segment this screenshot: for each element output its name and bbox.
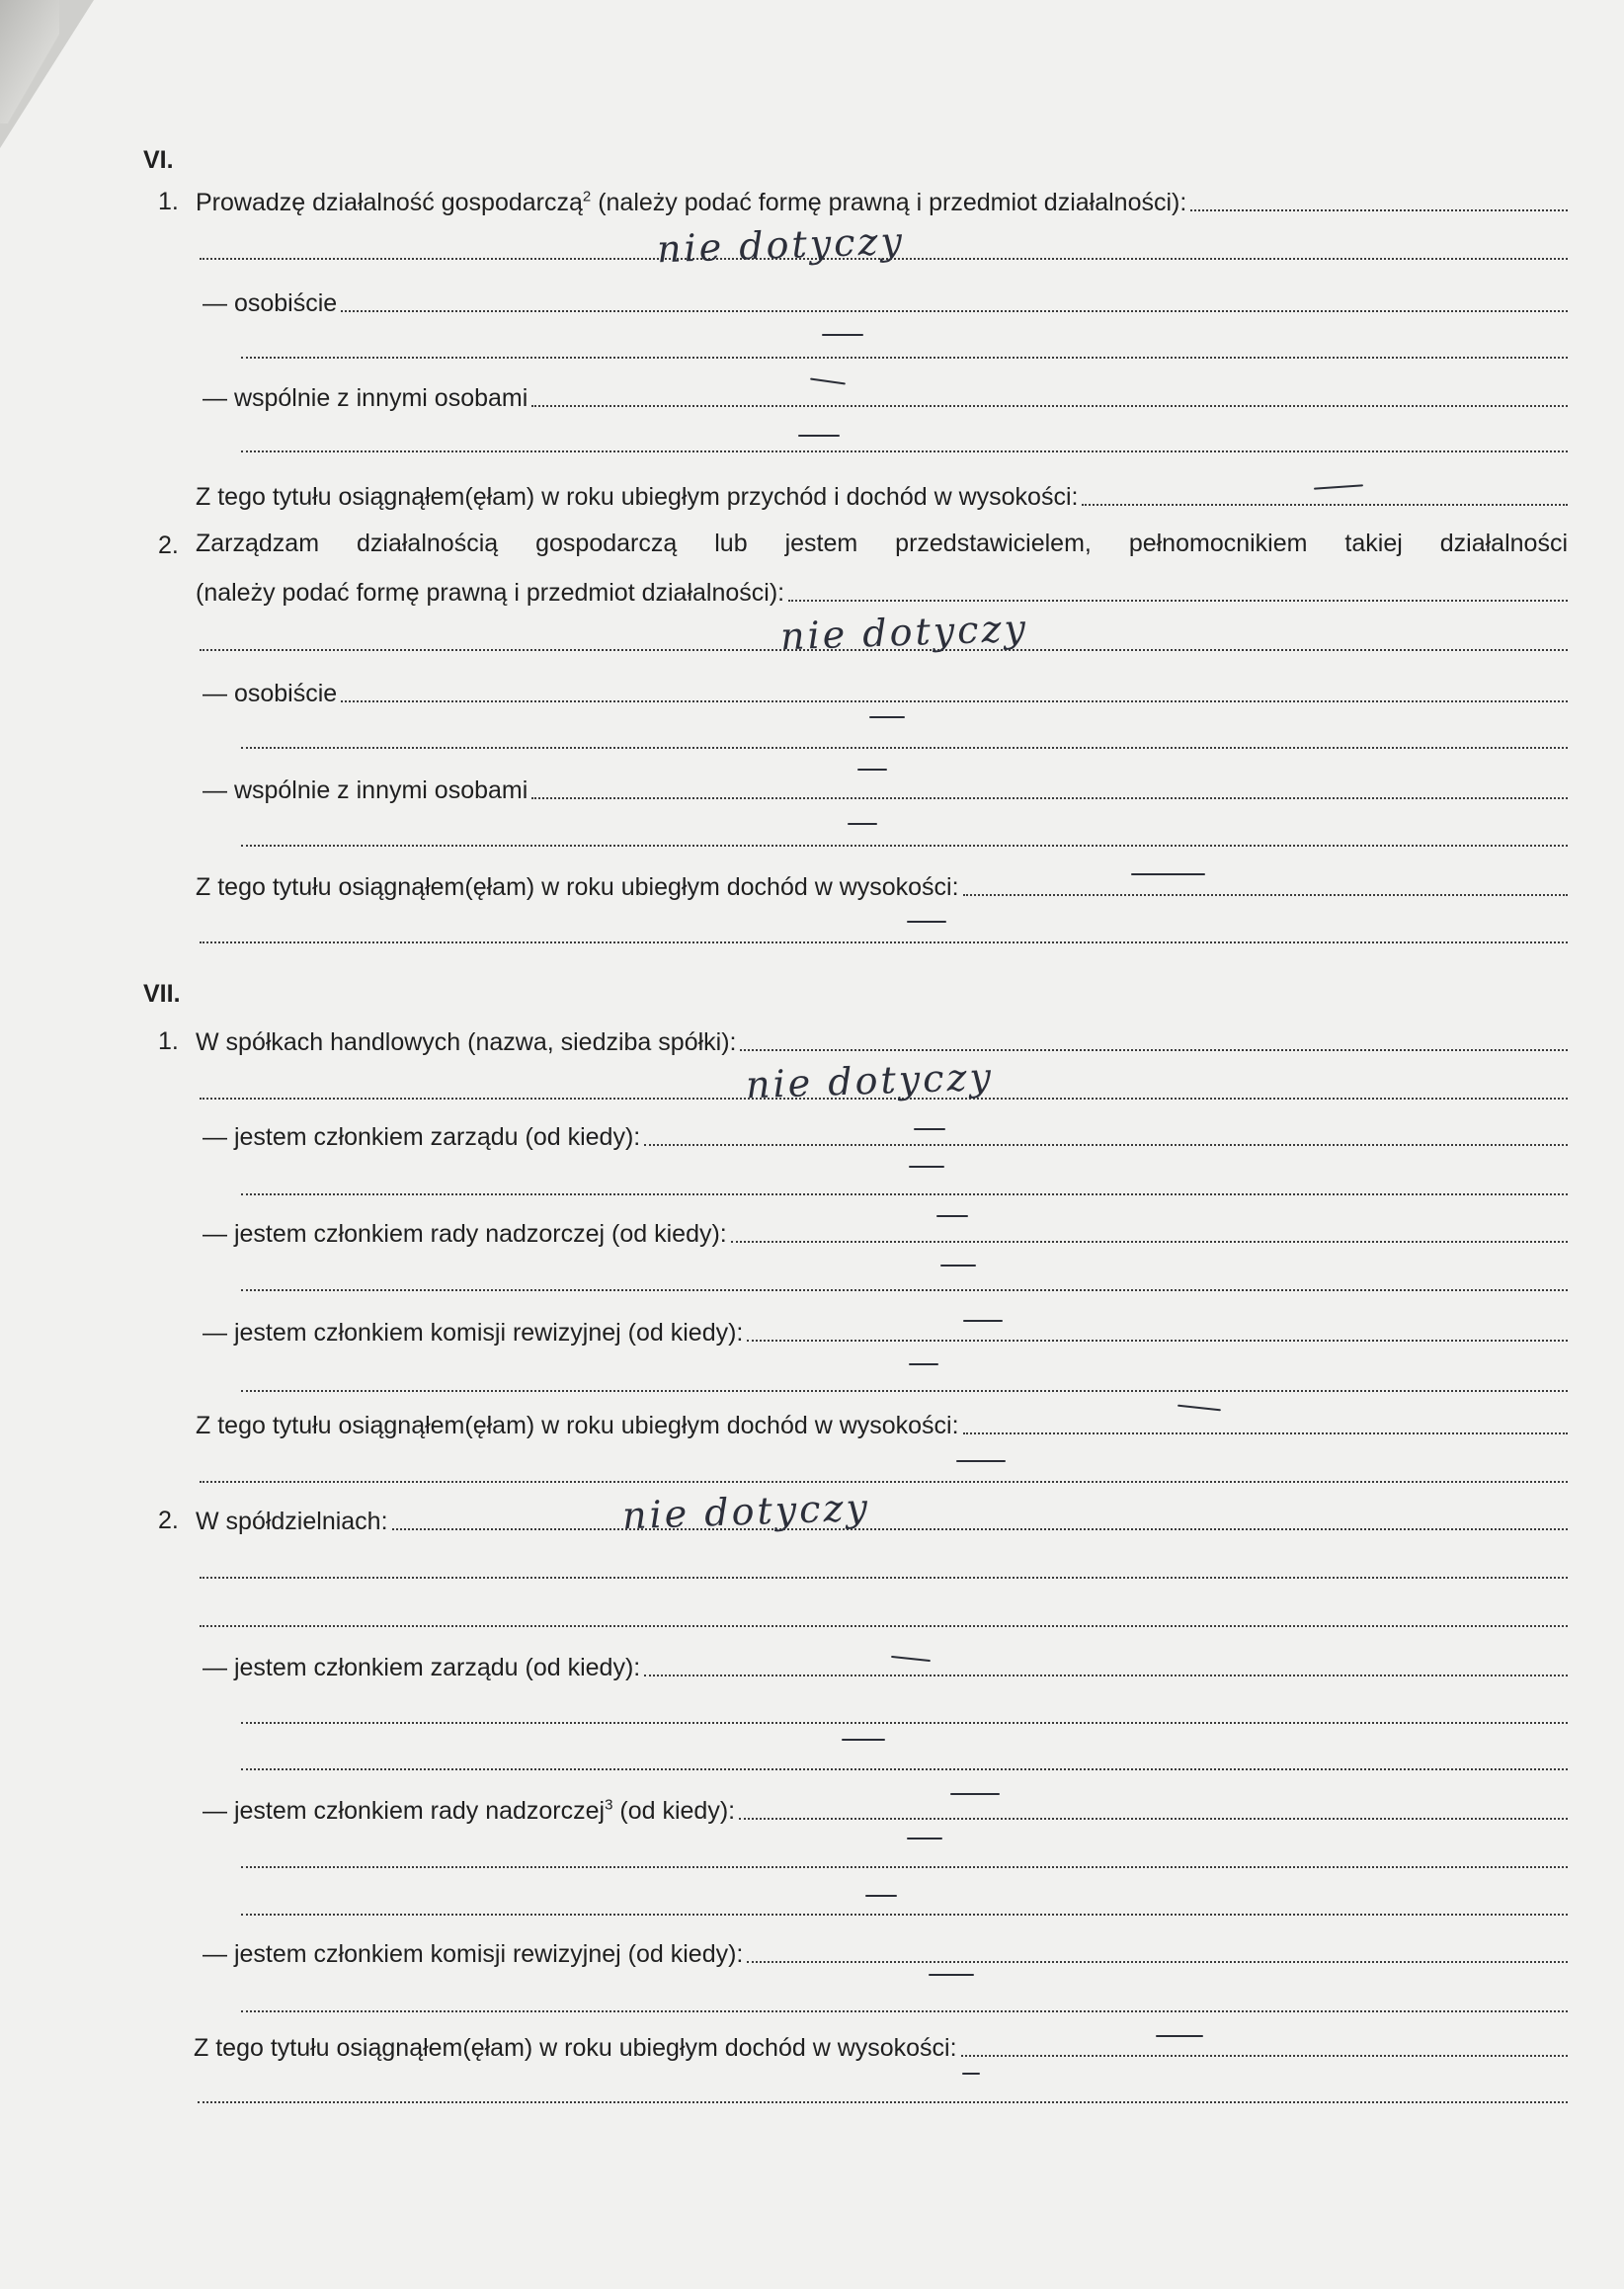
- fill-line: [740, 1048, 1568, 1051]
- handwritten-dash: [909, 1166, 944, 1168]
- fill-row: [237, 1841, 1568, 1873]
- vi-item-2-number: 2.: [158, 531, 179, 559]
- fill-line: [241, 1913, 1568, 1916]
- handwritten-dash: [869, 716, 905, 718]
- handwritten-dash: [963, 1320, 1003, 1322]
- fill-row: [237, 332, 1568, 364]
- vi-item-2-text: Zarządzam działalnością gospodarczą lub jestem przedstawicielem, pełnomocnikiem takiej działalności: [196, 530, 1568, 557]
- handwritten-dash: [914, 1128, 945, 1130]
- fill-line: [788, 599, 1568, 602]
- vii-item-2-line: [196, 1504, 1568, 1535]
- folded-corner-shadow: [0, 0, 59, 123]
- fill-line: [200, 1624, 1568, 1627]
- board-member-label: — jestem członkiem zarządu (od kiedy):: [203, 1123, 641, 1151]
- fill-line: [739, 1817, 1568, 1820]
- handwritten-dash: [907, 1838, 942, 1839]
- fill-row: [196, 1456, 1568, 1488]
- fill-line: [198, 2100, 1568, 2103]
- handwritten-dash: [929, 1974, 974, 1976]
- vi-item-1-line: [196, 185, 1568, 216]
- fill-row: [237, 722, 1568, 754]
- fill-row: [237, 1744, 1568, 1775]
- vi-item-2-text-b: (należy podać formę prawną i przedmiot działalności):: [196, 579, 785, 607]
- fill-line: [392, 1527, 1568, 1530]
- vii-item-1-audit-line: [203, 1315, 1568, 1347]
- vii-item-2-text: W spółdzielniach:: [196, 1508, 388, 1535]
- fill-line: [961, 2054, 1568, 2057]
- fill-line: [241, 2009, 1568, 2012]
- fill-row: [237, 1265, 1568, 1296]
- handwritten-dash: [1131, 873, 1205, 875]
- personally-label: — osobiście: [203, 289, 338, 317]
- handwritten-dash: [1156, 2035, 1203, 2037]
- fill-line: [531, 796, 1568, 799]
- fill-line: [341, 699, 1568, 702]
- handwritten-dash: [842, 1739, 885, 1741]
- fill-row: [237, 1986, 1568, 2017]
- fill-row: [196, 1552, 1568, 1584]
- vii-item-1-board-line: [203, 1119, 1568, 1151]
- handwritten-dash: [907, 921, 946, 923]
- jointly-label: — wspólnie z innymi osobami: [203, 777, 528, 804]
- fill-line: [747, 1960, 1568, 1963]
- vi-item-2-income-line: [196, 869, 1568, 901]
- fill-line: [241, 1192, 1568, 1195]
- vii-item-1-number: 1.: [158, 1027, 179, 1055]
- fill-line: [241, 746, 1568, 749]
- handwritten-dash: [950, 1793, 1000, 1795]
- supervisory-board-label: — jestem członkiem rady nadzorczej (od kiedy):: [203, 1220, 727, 1248]
- board-member-label: — jestem członkiem zarządu (od kiedy):: [203, 1654, 641, 1681]
- supervisory-board-label: — jestem członkiem rady nadzorczej$^3$ (od kiedy):: [203, 1796, 736, 1825]
- vi-item-1-personally-line: [203, 286, 1568, 317]
- section-vi-heading: VI.: [143, 146, 174, 174]
- fill-line: [747, 1339, 1568, 1342]
- fill-line: [241, 844, 1568, 847]
- personally-label: — osobiście: [203, 680, 338, 707]
- audit-committee-label: — jestem członkiem komisji rewizyjnej (od kiedy):: [203, 1319, 744, 1347]
- fill-line: [241, 450, 1568, 452]
- fill-line: [200, 1576, 1568, 1579]
- income-label: Z tego tytułu osiągnąłem(ęłam) w roku ubiegłym dochód w wysokości:: [196, 1412, 959, 1439]
- fill-line: [1082, 503, 1568, 506]
- income-label: Z tego tytułu osiągnąłem(ęłam) w roku ubiegłym dochód w wysokości:: [196, 873, 959, 901]
- handwritten-answer: nie dotyczy: [779, 606, 1029, 659]
- fill-line: [531, 404, 1568, 407]
- fill-line: [731, 1240, 1568, 1243]
- fill-row: [237, 1697, 1568, 1729]
- fill-line: [241, 1767, 1568, 1770]
- fill-line: [644, 1674, 1568, 1676]
- vii-item-2-supervisory-line: [203, 1793, 1568, 1825]
- vi-item-2-personally-line: [203, 676, 1568, 707]
- handwritten-dash: [822, 334, 863, 336]
- fill-row: [237, 426, 1568, 457]
- fill-row: [237, 1365, 1568, 1397]
- vii-item-2-audit-line: [203, 1936, 1568, 1968]
- fill-line: [341, 309, 1568, 312]
- section-vii-heading: VII.: [143, 980, 181, 1008]
- fill-line: [644, 1143, 1568, 1146]
- fill-line: [200, 1480, 1568, 1483]
- vi-item-1-jointly-line: [203, 380, 1568, 412]
- audit-committee-label: — jestem członkiem komisji rewizyjnej (od kiedy):: [203, 1940, 744, 1968]
- fill-line: [241, 356, 1568, 359]
- vi-item-1-text: Prowadzę działalność gospodarczą$^2$ (należy podać formę prawną i przedmiot działalności):: [196, 188, 1187, 216]
- fill-line: [200, 940, 1568, 943]
- fill-line: [241, 1865, 1568, 1868]
- vii-item-1-line: [196, 1024, 1568, 1056]
- jointly-label: — wspólnie z innymi osobami: [203, 384, 528, 412]
- vii-item-1-text: W spółkach handlowych (nazwa, siedziba spółki):: [196, 1028, 737, 1056]
- fill-line: [963, 1431, 1568, 1434]
- vii-item-2-number: 2.: [158, 1507, 179, 1534]
- income-label: Z tego tytułu osiągnąłem(ęłam) w roku ubiegłym dochód w wysokości:: [194, 2034, 957, 2062]
- fill-line: [241, 1721, 1568, 1724]
- fill-line: [241, 1288, 1568, 1291]
- vi-item-1-number: 1.: [158, 188, 179, 215]
- vii-item-2-income-line: [194, 2030, 1568, 2062]
- fill-line: [1190, 208, 1568, 211]
- fill-row: [237, 820, 1568, 852]
- income-label: Z tego tytułu osiągnąłem(ęłam) w roku ubiegłym przychód i dochód w wysokości:: [196, 483, 1079, 511]
- vii-item-1-supervisory-line: [203, 1216, 1568, 1248]
- handwritten-dash: [798, 435, 840, 437]
- fill-row: [237, 1889, 1568, 1921]
- fill-row: [196, 917, 1568, 948]
- vi-item-2-line: [196, 575, 1568, 607]
- handwritten-dash: [857, 769, 887, 771]
- vii-item-1-income-line: [196, 1408, 1568, 1439]
- fill-row: [196, 1600, 1568, 1632]
- handwritten-dash: [865, 1895, 897, 1897]
- handwritten-dash: [936, 1215, 968, 1217]
- fill-line: [241, 1389, 1568, 1392]
- vi-item-2-jointly-line: [203, 773, 1568, 804]
- handwritten-answer: nie dotyczy: [656, 218, 906, 272]
- handwritten-dash: [962, 2073, 980, 2075]
- fill-line: [963, 893, 1568, 896]
- handwritten-answer: nie dotyczy: [745, 1054, 995, 1107]
- fill-row: [237, 1169, 1568, 1200]
- handwritten-answer: nie dotyczy: [621, 1485, 871, 1538]
- vii-item-2-board-line: [203, 1650, 1568, 1681]
- fill-row: [194, 2077, 1568, 2108]
